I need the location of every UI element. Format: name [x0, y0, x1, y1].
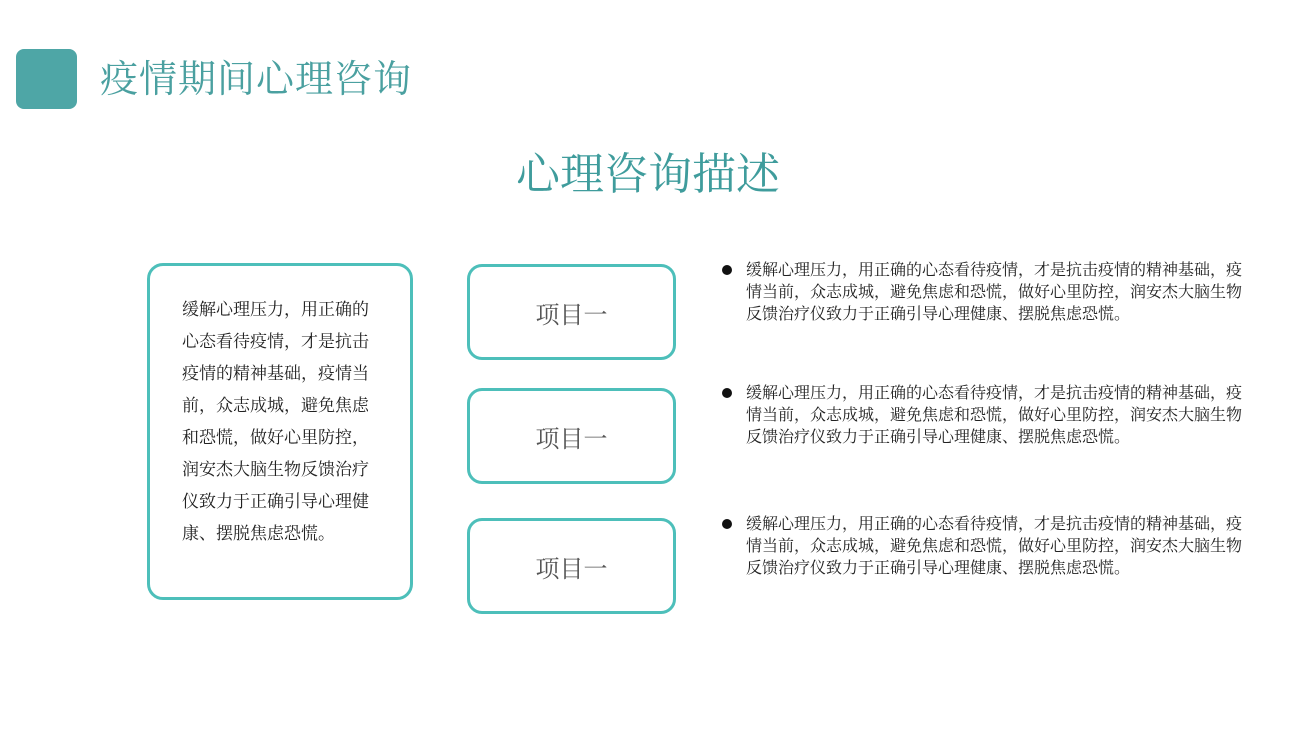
bullet-item-1 [722, 259, 1242, 325]
project-label: 项目一 [535, 424, 608, 453]
bullet-item-2 [722, 382, 1242, 448]
project-box-2 [467, 388, 676, 484]
bullet-text: 缓解心理压力，用正确的心态看待疫情，才是抗击疫情的精神基础，疫情当前，众志成城，避免焦虑和恐慌，做好心里防控，润安杰大脑生物反馈治疗仪致力于正确引导心理健康、摆脱焦虑恐慌。 [746, 260, 1243, 323]
project-box-1 [467, 264, 676, 360]
bullet-dot-icon [722, 519, 732, 529]
bullet-dot-icon [722, 388, 732, 398]
description-card [147, 263, 413, 600]
title-accent-square [16, 49, 77, 109]
bullet-item-3 [722, 513, 1242, 579]
project-label: 项目一 [535, 554, 608, 583]
description-text: 缓解心理压力，用正确的心态看待疫情，才是抗击疫情的精神基础，疫情当前，众志成城，避免焦虑和恐慌，做好心里防控，润安杰大脑生物反馈治疗仪致力于正确引导心理健康、摆脱焦虑恐慌。 [182, 300, 369, 544]
project-box-3 [467, 518, 676, 614]
bullet-text: 缓解心理压力，用正确的心态看待疫情，才是抗击疫情的精神基础，疫情当前，众志成城，避免焦虑和恐慌，做好心里防控，润安杰大脑生物反馈治疗仪致力于正确引导心理健康、摆脱焦虑恐慌。 [746, 514, 1243, 577]
section-heading: 心理咨询描述 [516, 149, 780, 200]
bullet-text: 缓解心理压力，用正确的心态看待疫情，才是抗击疫情的精神基础，疫情当前，众志成城，避免焦虑和恐慌，做好心里防控，润安杰大脑生物反馈治疗仪致力于正确引导心理健康、摆脱焦虑恐慌。 [746, 383, 1243, 446]
page-title: 疫情期间心理咨询 [100, 57, 413, 101]
project-label: 项目一 [535, 300, 608, 329]
bullet-dot-icon [722, 265, 732, 275]
